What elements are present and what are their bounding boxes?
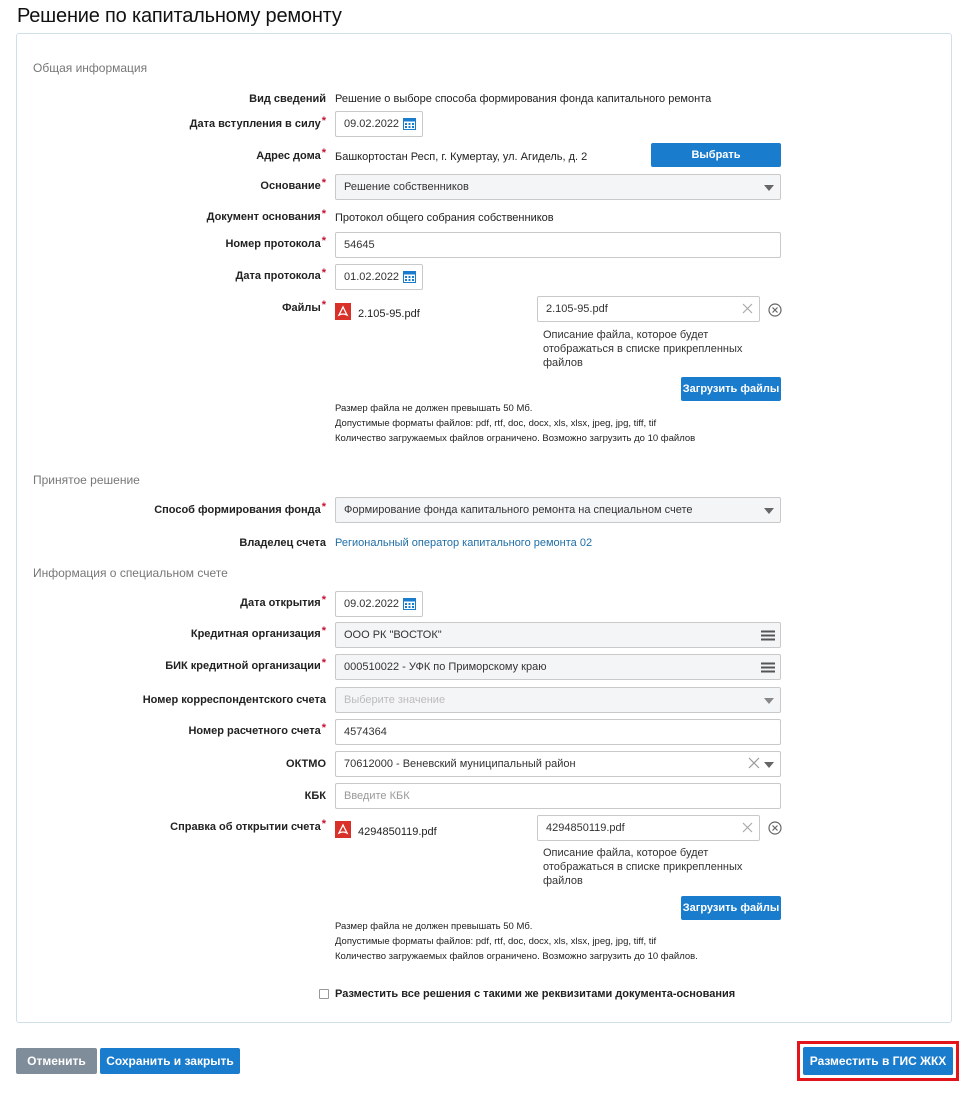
basis-document-value: Протокол общего собрания собственников	[335, 212, 554, 224]
chevron-down-icon	[764, 185, 774, 191]
basis-label: Основание*	[260, 177, 326, 192]
files-label: Файлы*	[282, 299, 326, 314]
basis-document-label: Документ основания*	[206, 208, 326, 223]
corr-account-label: Номер корреспондентского счета	[142, 694, 326, 706]
upload-certificate-button[interactable]: Загрузить файлы	[681, 896, 781, 920]
pdf-file-icon	[335, 303, 351, 320]
choose-address-button[interactable]: Выбрать	[651, 143, 781, 167]
list-icon[interactable]	[761, 630, 775, 641]
open-date-label: Дата открытия*	[240, 594, 326, 609]
file-name[interactable]: 2.105-95.pdf	[358, 308, 420, 320]
clear-icon[interactable]	[748, 757, 760, 769]
same-details-checkbox-label[interactable]: Разместить все решения с такими же реквизитами документа-основания	[335, 988, 736, 1000]
settlement-account-input[interactable]: 4574364	[335, 719, 781, 745]
file-count-note: Количество загружаемых файлов ограничено. Возможно загрузить до 10 файлов	[335, 433, 696, 444]
info-type-label: Вид сведений	[249, 93, 326, 105]
remove-file-icon[interactable]	[768, 303, 782, 317]
settlement-account-label: Номер расчетного счета*	[188, 722, 326, 737]
certificate-formats-note: Допустимые форматы файлов: pdf, rtf, doc, docx, xls, xlsx, jpeg, jpg, tiff, tif	[335, 936, 657, 947]
calendar-icon[interactable]	[403, 597, 416, 610]
open-date-input[interactable]: 09.02.2022	[335, 591, 423, 617]
page-title: Решение по капитальному ремонту	[17, 5, 342, 27]
clear-icon[interactable]	[742, 303, 753, 314]
address-label: Адрес дома*	[256, 147, 326, 162]
remove-file-icon[interactable]	[768, 821, 782, 835]
file-size-note: Размер файла не должен превышать 50 Мб.	[335, 403, 533, 414]
chevron-down-icon	[764, 508, 774, 514]
certificate-description-input[interactable]: 4294850119.pdf	[537, 815, 760, 841]
section-general-title: Общая информация	[33, 61, 148, 75]
certificate-file-name[interactable]: 4294850119.pdf	[358, 826, 437, 838]
pdf-file-icon	[335, 821, 351, 838]
certificate-label: Справка об открытии счета*	[170, 818, 326, 833]
oktmo-select[interactable]: 70612000 - Веневский муниципальный район	[335, 751, 781, 777]
effective-date-input[interactable]: 09.02.2022	[335, 111, 423, 137]
chevron-down-icon	[764, 762, 774, 768]
oktmo-label: ОКТМО	[286, 758, 326, 770]
publish-button-highlight	[797, 1041, 959, 1081]
credit-org-label: Кредитная организация*	[190, 625, 326, 640]
list-icon[interactable]	[761, 662, 775, 673]
certificate-description-hint: Описание файла, которое будет отображаться в списке прикрепленных файлов	[543, 847, 743, 887]
protocol-date-input[interactable]: 01.02.2022	[335, 264, 423, 290]
kbk-label: КБК	[304, 790, 326, 802]
bik-input[interactable]: 000510022 - УФК по Приморскому краю	[335, 654, 781, 680]
fund-method-select[interactable]: Формирование фонда капитального ремонта на специальном счете	[335, 497, 781, 523]
publish-to-gis-button[interactable]: Разместить в ГИС ЖКХ	[803, 1047, 953, 1075]
section-decision-title: Принятое решение	[33, 473, 140, 487]
kbk-input[interactable]: Введите КБК	[335, 783, 781, 809]
effective-date-label: Дата вступления в силу*	[189, 115, 326, 130]
section-account-title: Информация о специальном счете	[33, 566, 228, 580]
account-owner-label: Владелец счета	[239, 537, 326, 549]
same-details-checkbox[interactable]	[319, 989, 329, 999]
file-description-input[interactable]: 2.105-95.pdf	[537, 296, 760, 322]
corr-account-select[interactable]: Выберите значение	[335, 687, 781, 713]
file-formats-note: Допустимые форматы файлов: pdf, rtf, doc, docx, xls, xlsx, jpeg, jpg, tiff, tif	[335, 418, 657, 429]
chevron-down-icon	[764, 698, 774, 704]
certificate-size-note: Размер файла не должен превышать 50 Мб.	[335, 921, 533, 932]
certificate-count-note: Количество загружаемых файлов ограничено. Возможно загрузить до 10 файлов.	[335, 951, 698, 962]
calendar-icon[interactable]	[403, 270, 416, 283]
basis-select[interactable]: Решение собственников	[335, 174, 781, 200]
file-description-hint: Описание файла, которое будет отображаться в списке прикрепленных файлов	[543, 329, 743, 369]
address-value: Башкортостан Респ, г. Кумертау, ул. Агидель, д. 2	[335, 151, 588, 163]
save-and-close-button[interactable]: Сохранить и закрыть	[100, 1048, 240, 1074]
upload-files-button[interactable]: Загрузить файлы	[681, 377, 781, 401]
calendar-icon[interactable]	[403, 117, 416, 130]
account-owner-link[interactable]: Региональный оператор капитального ремонта 02	[335, 537, 593, 549]
protocol-date-label: Дата протокола*	[235, 267, 326, 282]
cancel-button[interactable]: Отменить	[16, 1048, 97, 1074]
credit-org-input[interactable]: ООО РК "ВОСТОК"	[335, 622, 781, 648]
protocol-number-input[interactable]: 54645	[335, 232, 781, 258]
bik-label: БИК кредитной организации*	[165, 657, 326, 672]
clear-icon[interactable]	[742, 822, 753, 833]
fund-method-label: Способ формирования фонда*	[154, 501, 326, 516]
info-type-value: Решение о выборе способа формирования фонда капитального ремонта	[335, 93, 712, 105]
protocol-number-label: Номер протокола*	[225, 235, 326, 250]
